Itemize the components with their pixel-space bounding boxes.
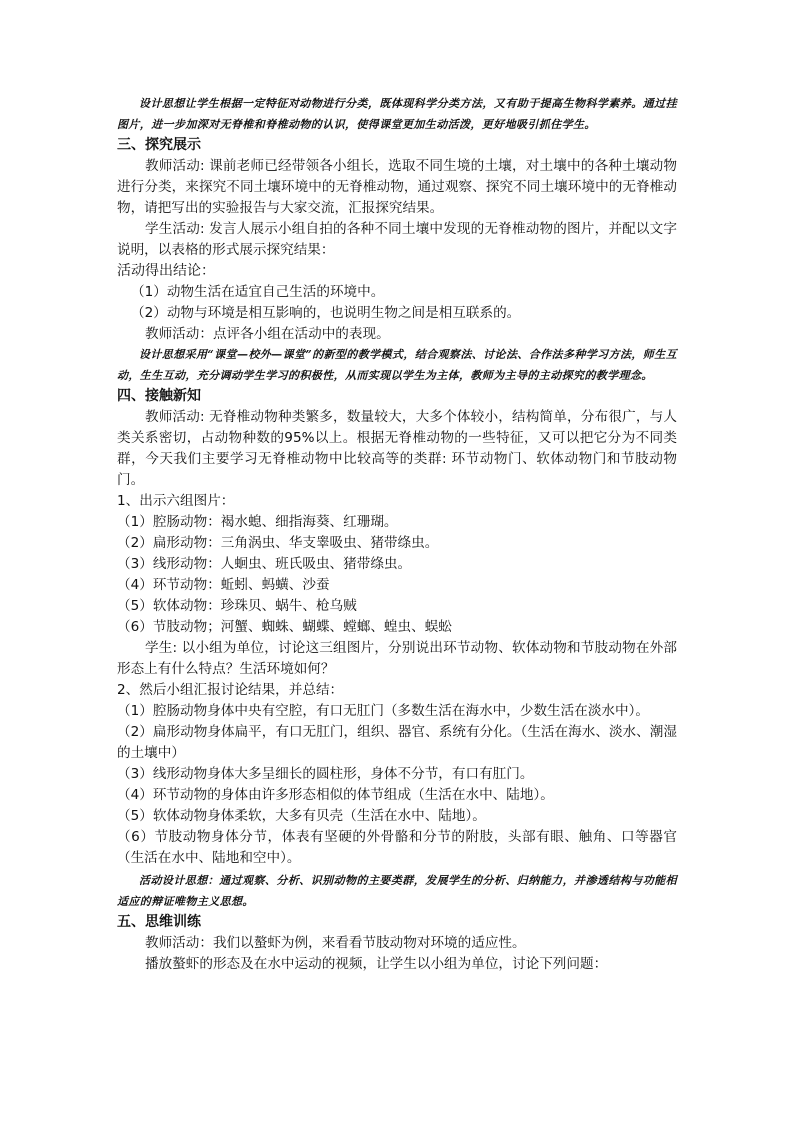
section3-heading: 三、探究展示 bbox=[117, 137, 201, 153]
animal-group-list bbox=[117, 512, 677, 638]
design-note-3: 活动设计思想：通过观察、分析、识别动物的主要类群，发展学生的分析、归纳能力，并渗透结构与功能相适应的辩证唯物主义思想。 bbox=[117, 874, 677, 908]
section4-step2: 2、然后小组汇报讨论结果，并总结： bbox=[117, 682, 344, 698]
summary-list bbox=[117, 701, 677, 869]
section3-student-activity: 学生活动: 发言人展示小组自拍的各种不同土壤中发现的无脊椎动物的图片，并配以文字说明，以表格的形式展示探究结果： bbox=[117, 221, 677, 258]
section5-video: 播放螯虾的形态及在水中运动的视频，让学生以小组为单位，讨论下列问题： bbox=[145, 956, 608, 972]
document-page bbox=[117, 94, 677, 975]
list-item: （2）扁形动物身体扁平，有口无肛门，组织、器官、系统有分化。（生活在海水、淡水、潮湿的土壤中） bbox=[117, 724, 677, 761]
list-item: （6）节肢动物；河蟹、蜘蛛、蝴蝶、螳螂、蝗虫、蜈蚣 bbox=[117, 619, 452, 635]
section3-teacher-review: 教师活动：点评各小组在活动中的表现。 bbox=[145, 326, 390, 342]
list-item: （2）扁形动物：三角涡虫、华支睾吸虫、猪带绦虫。 bbox=[117, 535, 439, 551]
conclusion-item: （1）动物生活在适宜自己生活的环境中。 bbox=[131, 284, 385, 300]
list-item: （3）线形动物：人蛔虫、班氏吸虫、猪带绦虫。 bbox=[117, 556, 412, 572]
section4-step1: 1、出示六组图片： bbox=[117, 493, 235, 509]
conclusion-item: （2）动物与环境是相互影响的，也说明生物之间是相互联系的。 bbox=[131, 305, 521, 321]
section3-conclusion-label: 活动得出结论： bbox=[117, 263, 215, 279]
list-item: （6）节肢动物身体分节，体表有坚硬的外骨骼和分节的附肢，头部有眼、触角、口等器官（生活在水中、陆地和空中）。 bbox=[117, 829, 677, 866]
list-item: （4）环节动物的身体由许多形态相似的体节组成（生活在水中、陆地）。 bbox=[117, 787, 554, 803]
list-item: （5）软体动物：珍珠贝、蜗牛、枪乌贼 bbox=[117, 598, 357, 614]
design-note-2: 设计思想采用“课堂—校外—课堂”的新型的教学模式，结合观察法、讨论法、合作法多种学习方法，师生互动，生生互动，充分调动学生学习的积极性，从而实现以学生为主体，教师为主导的主动探究的教学理念。 bbox=[117, 348, 677, 382]
list-item: （1）腔肠动物身体中央有空腔，有口无肛门（多数生活在海水中，少数生活在淡水中）。 bbox=[117, 703, 650, 719]
list-item: （3）线形动物身体大多呈细长的圆柱形，身体不分节，有口有肛门。 bbox=[117, 766, 534, 782]
list-item: （4）环节动物：蚯蚓、蚂蟥、沙蚕 bbox=[117, 577, 330, 593]
section4-student-activity: 学生: 以小组为单位，讨论这三组图片，分别说出环节动物、软体动物和节肢动物在外部形态上有什么特点？生活环境如何？ bbox=[117, 640, 677, 677]
section5-teacher-activity: 教师活动：我们以螯虾为例，来看看节肢动物对环境的适应性。 bbox=[145, 935, 526, 951]
section3-teacher-activity: 教师活动: 课前老师已经带领各小组长，选取不同生境的土壤，对土壤中的各种土壤动物进行分类，来探究不同土壤环境中的无脊椎动物，通过观察、探究不同土壤环境中的无脊椎动物，请把写出的实验报告与大家交流，汇报探究结果。 bbox=[117, 158, 677, 216]
list-item: （5）软体动物身体柔软，大多有贝壳（生活在水中、陆地）。 bbox=[117, 808, 486, 824]
section4-heading: 四、接触新知 bbox=[117, 388, 201, 404]
design-note-1: 设计思想让学生根据一定特征对动物进行分类，既体现科学分类方法，又有助于提高生物科学素养。通过挂图片，进一步加深对无脊椎和脊椎动物的认识，使得课堂更加生动活泼，更好地吸引抓住学生。 bbox=[117, 97, 677, 131]
list-item: （1）腔肠动物：褐水螅、细指海葵、红珊瑚。 bbox=[117, 514, 398, 530]
section4-teacher-activity: 教师活动: 无脊椎动物种类繁多，数量较大，大多个体较小，结构简单，分布很广，与人类关系密切，占动物种数的95%以上。根据无脊椎动物的一些特征，又可以把它分为不同类群，今天我们主要学习无脊椎动物中比较高等的类群: 环节动物门、软体动物门和节肢动物门。 bbox=[117, 409, 677, 488]
section5-heading: 五、思维训练 bbox=[117, 914, 201, 930]
